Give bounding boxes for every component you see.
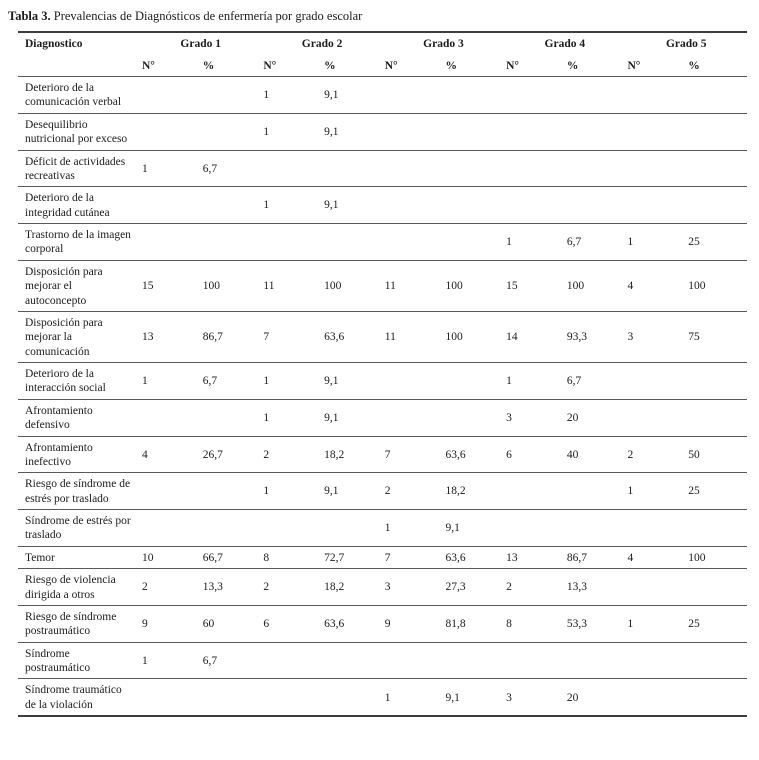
value-cell: 20 xyxy=(566,411,579,424)
value-cell: 8 xyxy=(506,618,512,631)
table-row xyxy=(18,187,747,224)
value-cell: 2 xyxy=(384,485,391,498)
value-cell: 4 xyxy=(627,551,634,564)
value-cell: 9,1 xyxy=(324,89,339,102)
value-cell: 100 xyxy=(688,280,706,293)
diagnosis-cell: Deterioro de la interacción social xyxy=(25,368,106,395)
value-cell: 1 xyxy=(384,522,391,535)
value-cell: 1 xyxy=(263,199,270,212)
table-row xyxy=(18,363,747,400)
value-cell: 11 xyxy=(384,280,396,293)
diagnosis-cell: Síndrome postraumático xyxy=(25,647,91,674)
value-cell: 9,1 xyxy=(445,691,460,704)
value-cell: 9,1 xyxy=(445,522,460,535)
value-cell: 63,6 xyxy=(445,448,466,461)
value-cell xyxy=(201,224,262,261)
value-cell: 2 xyxy=(263,581,270,594)
column-header-grade-1: Grado 1 xyxy=(180,38,221,51)
value-cell xyxy=(140,510,201,547)
value-cell xyxy=(626,77,687,114)
value-cell xyxy=(504,113,565,150)
table-row xyxy=(18,399,747,436)
table-row xyxy=(18,77,747,114)
value-cell: 3 xyxy=(384,581,391,594)
table-row xyxy=(18,642,747,679)
value-cell: 100 xyxy=(202,280,220,293)
value-cell: 6,7 xyxy=(566,236,582,249)
table-row xyxy=(18,473,747,510)
value-cell: 3 xyxy=(627,331,634,344)
value-cell xyxy=(626,569,687,606)
value-cell xyxy=(443,113,504,150)
value-cell: 100 xyxy=(566,280,585,293)
value-cell xyxy=(201,679,262,716)
value-cell xyxy=(565,642,626,679)
value-cell: 1 xyxy=(627,236,634,249)
value-cell xyxy=(443,77,504,114)
value-cell xyxy=(383,363,444,400)
value-cell: 9,1 xyxy=(324,375,339,388)
diagnosis-cell: Riesgo de síndrome de estrés por traslado xyxy=(25,478,131,505)
value-cell xyxy=(261,642,322,679)
value-cell xyxy=(140,679,201,716)
value-cell: 27,3 xyxy=(445,581,466,594)
diagnosis-cell: Afrontamiento inefectivo xyxy=(25,441,93,468)
value-cell xyxy=(261,150,322,187)
value-cell: 13 xyxy=(142,331,154,344)
value-cell xyxy=(201,77,262,114)
value-cell: 26,7 xyxy=(202,448,223,461)
diagnosis-cell: Desequilibrio nutricional por exceso xyxy=(25,118,128,146)
value-cell xyxy=(322,224,383,261)
value-cell: 4 xyxy=(627,280,634,293)
value-cell: 18,2 xyxy=(324,581,345,594)
value-cell: 100 xyxy=(445,331,463,344)
value-cell xyxy=(201,113,262,150)
value-cell xyxy=(626,642,687,679)
value-cell: 13,3 xyxy=(566,581,587,594)
value-cell: 15 xyxy=(142,280,154,293)
value-cell xyxy=(443,187,504,224)
value-cell xyxy=(322,510,383,547)
value-cell xyxy=(565,150,626,187)
value-cell: 86,7 xyxy=(566,551,587,564)
value-cell: 2 xyxy=(627,448,634,461)
value-cell: 2 xyxy=(263,448,270,461)
value-cell xyxy=(443,150,504,187)
value-cell xyxy=(261,224,322,261)
table-row xyxy=(18,546,747,568)
value-cell: 18,2 xyxy=(445,485,466,498)
value-cell xyxy=(686,510,747,547)
value-cell: 14 xyxy=(506,331,518,344)
column-header-grade-2: Grado 2 xyxy=(301,38,343,51)
value-cell: 15 xyxy=(506,280,518,293)
column-subheader-percent-grade-3: % xyxy=(445,59,457,72)
value-cell: 1 xyxy=(263,125,270,138)
table-row xyxy=(18,224,747,261)
value-cell: 2 xyxy=(142,581,148,594)
diagnosis-cell: Temor xyxy=(25,551,55,564)
value-cell xyxy=(383,77,444,114)
column-header-grade-3: Grado 3 xyxy=(423,38,464,51)
prevalence-table xyxy=(18,31,747,717)
value-cell: 6,7 xyxy=(566,375,582,388)
column-subheader-count-grade-4: N° xyxy=(506,59,520,72)
table-head xyxy=(18,32,747,76)
table-caption-title: Prevalencias de Diagnósticos de enfermería por grado escolar xyxy=(53,9,363,23)
value-cell: 1 xyxy=(627,618,634,631)
value-cell: 4 xyxy=(142,448,148,461)
value-cell xyxy=(383,399,444,436)
value-cell xyxy=(140,224,201,261)
value-cell: 7 xyxy=(263,331,270,344)
value-cell xyxy=(383,150,444,187)
value-cell xyxy=(686,113,747,150)
value-cell: 25 xyxy=(688,485,700,498)
value-cell: 9 xyxy=(142,618,148,631)
value-cell: 63,6 xyxy=(324,331,345,344)
table-row xyxy=(18,605,747,642)
value-cell: 18,2 xyxy=(324,448,345,461)
value-cell: 9 xyxy=(384,618,391,631)
value-cell xyxy=(504,473,565,510)
value-cell: 9,1 xyxy=(324,125,339,138)
table-row xyxy=(18,679,747,716)
value-cell: 75 xyxy=(688,331,700,344)
value-cell xyxy=(201,399,262,436)
value-cell: 9,1 xyxy=(324,485,339,498)
value-cell: 25 xyxy=(688,618,700,631)
value-cell xyxy=(504,642,565,679)
column-subheader-percent-grade-5: % xyxy=(688,59,700,72)
value-cell xyxy=(686,363,747,400)
value-cell: 66,7 xyxy=(202,551,223,564)
value-cell: 1 xyxy=(627,485,634,498)
value-cell xyxy=(626,363,687,400)
column-subheader-percent-grade-4: % xyxy=(566,59,579,72)
table-row xyxy=(18,569,747,606)
table-row xyxy=(18,260,747,311)
table-body xyxy=(18,77,747,717)
value-cell: 40 xyxy=(566,448,579,461)
value-cell xyxy=(686,150,747,187)
value-cell xyxy=(261,510,322,547)
value-cell xyxy=(565,113,626,150)
value-cell xyxy=(383,187,444,224)
column-header-grade-5: Grado 5 xyxy=(665,38,707,51)
value-cell: 20 xyxy=(566,691,579,704)
value-cell: 1 xyxy=(263,375,270,388)
value-cell: 1 xyxy=(263,89,270,102)
value-cell: 8 xyxy=(263,551,270,564)
value-cell: 53,3 xyxy=(566,618,587,631)
value-cell: 1 xyxy=(142,162,148,175)
value-cell xyxy=(443,399,504,436)
diagnosis-cell: Disposición para mejorar el autoconcepto xyxy=(25,265,103,307)
value-cell: 1 xyxy=(384,691,391,704)
value-cell: 63,6 xyxy=(324,618,345,631)
value-cell xyxy=(565,77,626,114)
value-cell: 6 xyxy=(506,448,512,461)
value-cell xyxy=(140,187,201,224)
value-cell: 10 xyxy=(142,551,154,564)
diagnosis-cell: Trastorno de la imagen corporal xyxy=(25,229,131,256)
value-cell xyxy=(443,363,504,400)
value-cell xyxy=(686,679,747,716)
header-row-grades xyxy=(18,32,747,54)
value-cell: 100 xyxy=(445,280,463,293)
value-cell xyxy=(383,642,444,679)
value-cell: 1 xyxy=(142,654,148,667)
diagnosis-cell: Afrontamiento defensivo xyxy=(25,404,93,432)
value-cell xyxy=(140,473,201,510)
table-caption xyxy=(8,8,749,24)
value-cell: 1 xyxy=(263,411,270,424)
value-cell xyxy=(626,150,687,187)
value-cell: 2 xyxy=(506,581,512,594)
value-cell xyxy=(140,113,201,150)
value-cell: 100 xyxy=(688,551,706,564)
value-cell: 11 xyxy=(263,280,275,293)
value-cell: 72,7 xyxy=(324,551,345,564)
value-cell xyxy=(322,642,383,679)
value-cell xyxy=(686,642,747,679)
value-cell xyxy=(504,187,565,224)
value-cell: 3 xyxy=(506,691,512,704)
value-cell: 25 xyxy=(688,236,700,249)
value-cell: 1 xyxy=(142,375,148,388)
value-cell: 6,7 xyxy=(202,375,218,388)
value-cell: 3 xyxy=(506,411,512,424)
value-cell xyxy=(504,510,565,547)
diagnosis-cell: Déficit de actividades recreativas xyxy=(25,155,126,182)
column-subheader-count-grade-2: N° xyxy=(263,59,277,72)
value-cell xyxy=(626,679,687,716)
table-row xyxy=(18,150,747,187)
column-subheader-percent-grade-2: % xyxy=(324,59,336,72)
column-header-grade-4: Grado 4 xyxy=(544,38,586,51)
column-subheader-count-grade-5: N° xyxy=(627,59,641,72)
value-cell: 9,1 xyxy=(324,199,339,212)
value-cell: 6,7 xyxy=(202,162,218,175)
column-header-diagnosis: Diagnostico xyxy=(25,38,83,51)
diagnosis-cell: Riesgo de síndrome postraumático xyxy=(25,610,117,638)
value-cell xyxy=(565,187,626,224)
value-cell: 60 xyxy=(202,618,215,631)
value-cell: 13,3 xyxy=(202,581,223,594)
value-cell: 7 xyxy=(384,448,391,461)
value-cell: 1 xyxy=(506,375,512,388)
value-cell: 9,1 xyxy=(324,411,339,424)
value-cell: 11 xyxy=(384,331,396,344)
table-row xyxy=(18,113,747,150)
value-cell xyxy=(565,510,626,547)
value-cell xyxy=(686,187,747,224)
value-cell xyxy=(626,510,687,547)
value-cell xyxy=(140,77,201,114)
value-cell xyxy=(686,569,747,606)
value-cell: 13 xyxy=(506,551,518,564)
column-subheader-count-grade-1: N° xyxy=(142,59,155,72)
diagnosis-cell: Deterioro de la comunicación verbal xyxy=(25,82,122,109)
value-cell: 63,6 xyxy=(445,551,466,564)
table-row xyxy=(18,436,747,473)
value-cell xyxy=(626,187,687,224)
table-row xyxy=(18,311,747,362)
value-cell xyxy=(383,224,444,261)
value-cell xyxy=(686,77,747,114)
value-cell xyxy=(383,113,444,150)
value-cell xyxy=(686,399,747,436)
value-cell: 81,8 xyxy=(445,618,466,631)
value-cell xyxy=(201,473,262,510)
diagnosis-cell: Deterioro de la integridad cutánea xyxy=(25,192,110,219)
diagnosis-cell: Disposición para mejorar la comunicación xyxy=(25,316,103,358)
value-cell: 1 xyxy=(263,485,270,498)
value-cell: 6,7 xyxy=(202,654,218,667)
value-cell xyxy=(626,399,687,436)
diagnosis-cell: Riesgo de violencia dirigida a otros xyxy=(25,574,116,601)
value-cell xyxy=(504,150,565,187)
value-cell xyxy=(626,113,687,150)
diagnosis-cell: Síndrome de estrés por traslado xyxy=(25,515,131,542)
value-cell: 6 xyxy=(263,618,270,631)
table-row xyxy=(18,510,747,547)
value-cell: 7 xyxy=(384,551,391,564)
value-cell xyxy=(322,150,383,187)
value-cell: 1 xyxy=(506,236,512,249)
value-cell: 50 xyxy=(688,448,700,461)
value-cell: 93,3 xyxy=(566,331,587,344)
value-cell: 86,7 xyxy=(202,331,223,344)
value-cell xyxy=(504,77,565,114)
value-cell xyxy=(201,187,262,224)
value-cell xyxy=(322,679,383,716)
column-subheader-count-grade-3: N° xyxy=(384,59,398,72)
column-subheader-percent-grade-1: % xyxy=(202,59,215,72)
value-cell xyxy=(565,473,626,510)
diagnosis-cell: Síndrome traumático de la violación xyxy=(25,684,122,711)
value-cell: 100 xyxy=(324,280,342,293)
table-caption-label: Tabla 3. xyxy=(8,9,51,23)
value-cell xyxy=(443,642,504,679)
value-cell xyxy=(201,510,262,547)
value-cell xyxy=(443,224,504,261)
value-cell xyxy=(261,679,322,716)
value-cell xyxy=(140,399,201,436)
